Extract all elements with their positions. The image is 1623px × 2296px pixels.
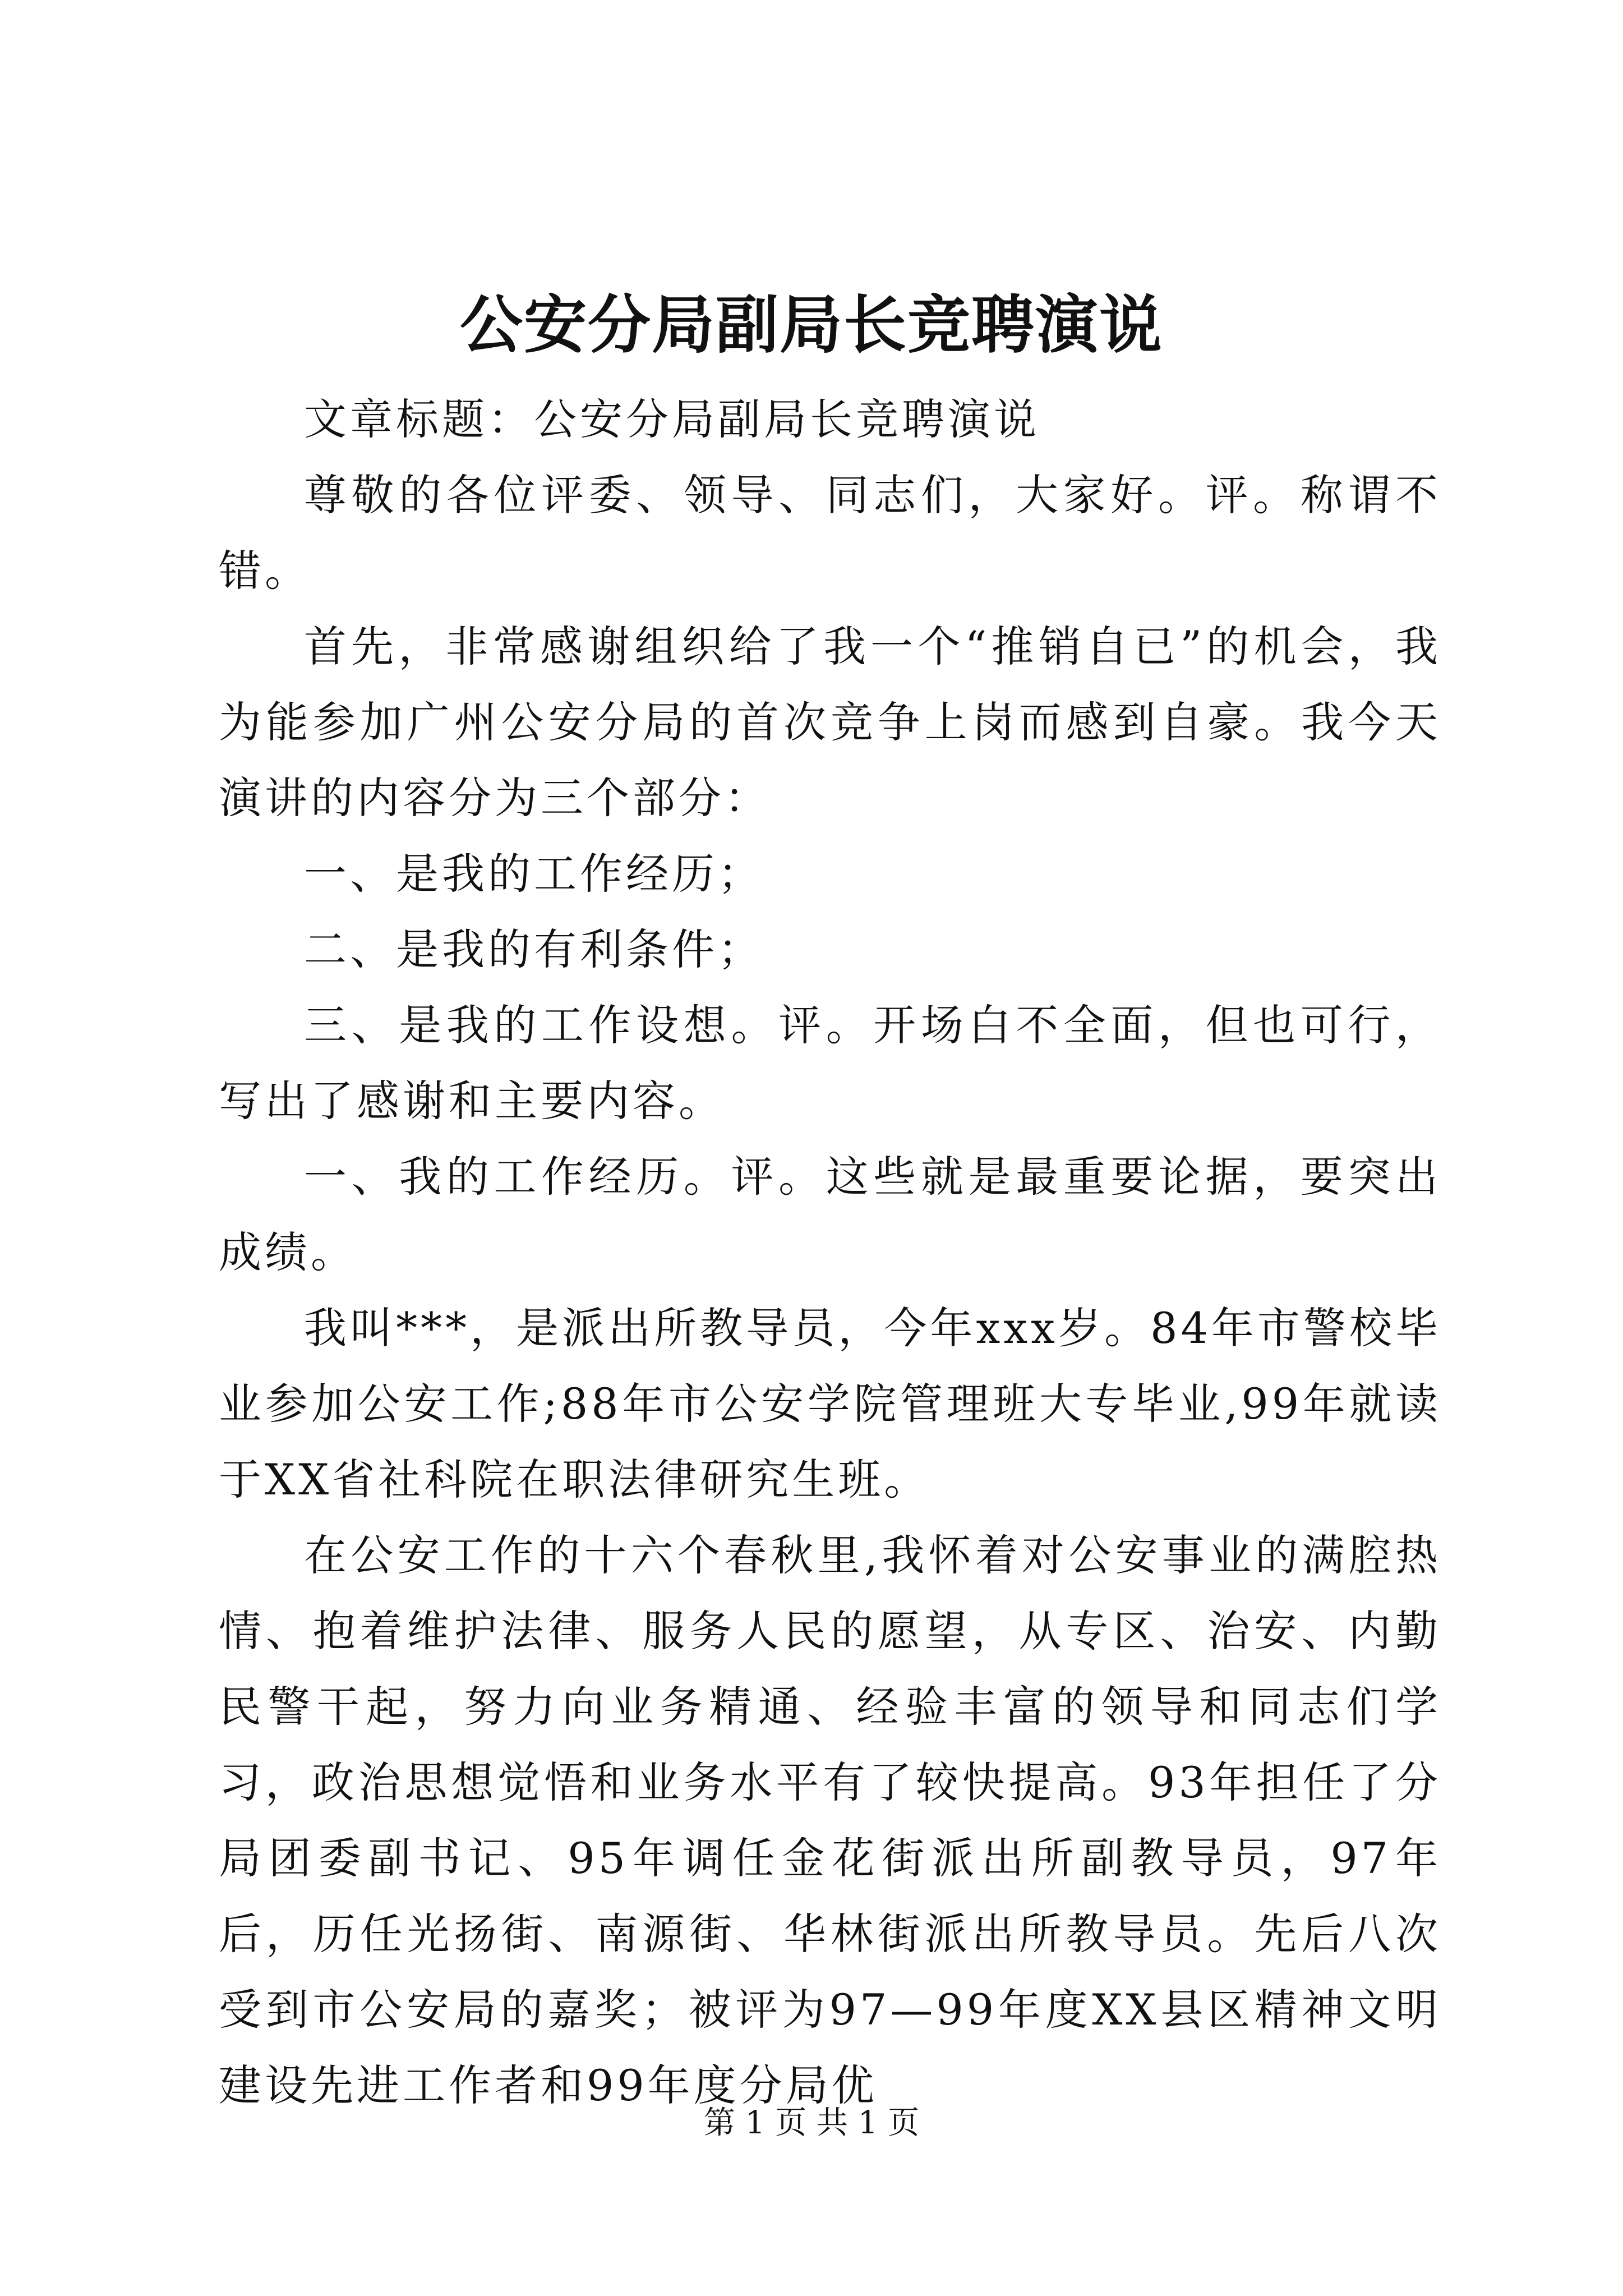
paragraph-outline-item-2: 二、是我的有利条件； <box>304 924 764 974</box>
paragraph-self-introduction: 我叫***，是派出所教导员，今年xxx岁。84年市警校毕业参加公安工作;88年市公安学院管理班大专毕业,99年就读于XX省社科院在职法律研究生班。 <box>219 1303 1441 1504</box>
paragraph-article-title: 文章标题：公安分局副局长竞聘演说 <box>304 394 1040 444</box>
document-title: 公安分局副局长竞聘演说 <box>460 288 1163 362</box>
paragraph-outline-item-3: 三、是我的工作设想。评。开场白不全面，但也可行，写出了感谢和主要内容。 <box>219 1000 1441 1126</box>
paragraph-greeting: 尊敬的各位评委、领导、同志们，大家好。评。称谓不错。 <box>219 470 1441 596</box>
document-body <box>219 381 1441 2123</box>
paragraph-outline-item-1: 一、是我的工作经历； <box>304 849 764 899</box>
page-number-footer: 第 1 页 共 1 页 <box>703 2105 920 2141</box>
paragraph-work-history: 在公安工作的十六个春秋里,我怀着对公安事业的满腔热情、抱着维护法律、服务人民的愿望，从专区、治安、内勤民警干起，努力向业务精通、经验丰富的领导和同志们学习，政治思想觉悟和业务水平有了较快提高。93年担任了分局团委副书记、95年调任金花街派出所副教导员，97年后，历任光扬街、南源街、华林街派出所教导员。先后八次受到市公安局的嘉奖；被评为97—99年度XX县区精神文明建设先进工作者和99年度分局优 <box>219 1530 1441 2110</box>
paragraph-introduction: 首先，非常感谢组织给了我一个“推销自已”的机会，我为能参加广州公安分局的首次竞争上岗而感到自豪。我今天演讲的内容分为三个部分： <box>219 622 1441 823</box>
paragraph-section-heading: 一、我的工作经历。评。这些就是最重要论据，要突出成绩。 <box>219 1152 1441 1277</box>
